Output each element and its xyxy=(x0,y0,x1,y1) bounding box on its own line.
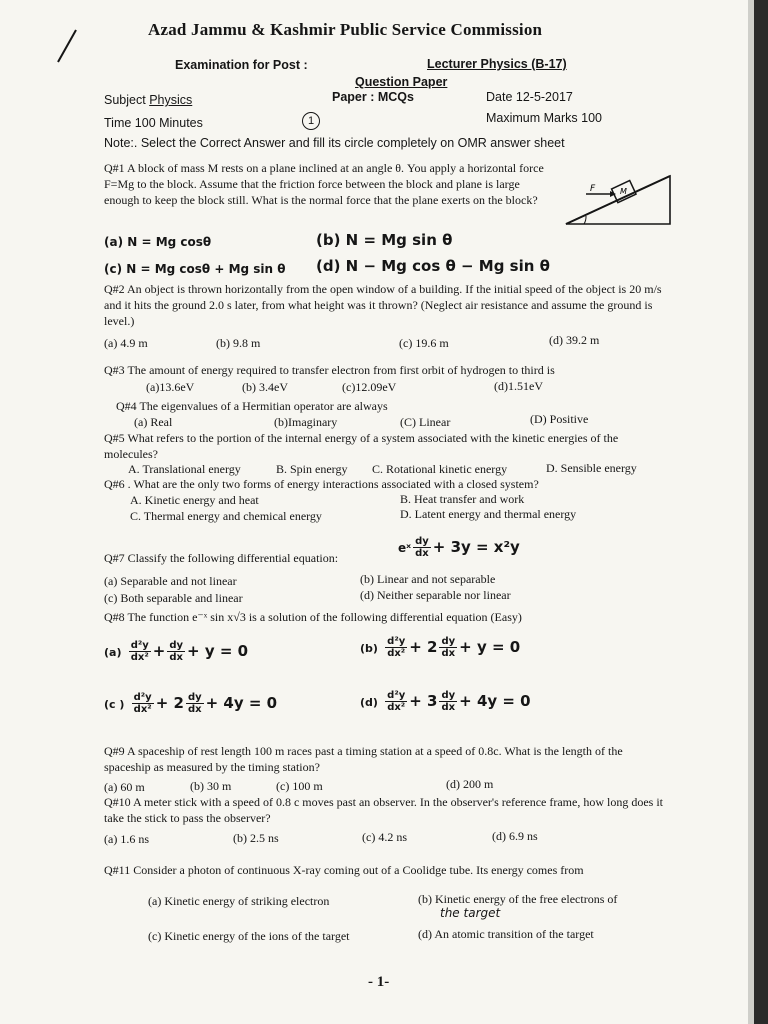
mass-label: M xyxy=(620,187,627,196)
q7-option-a: (a) Separable and not linear xyxy=(104,574,237,588)
q11-handwritten-note: the target xyxy=(440,906,501,920)
q8-b-num1: d²y xyxy=(387,636,406,647)
q5-option-c: C. Rotational kinetic energy xyxy=(372,462,508,476)
subject-label: Subject xyxy=(104,93,146,107)
q8-d-end: + 4y = 0 xyxy=(459,692,531,710)
force-label: F xyxy=(590,184,596,194)
q7-eq-frac xyxy=(413,536,431,559)
q4-option-b: (b)Imaginary xyxy=(274,415,338,429)
q8-a-den1: dx² xyxy=(130,652,149,663)
q11-option-d: (d) An atomic transition of the target xyxy=(418,927,594,941)
q8-d-frac1 xyxy=(385,690,407,713)
subject-line xyxy=(104,93,192,107)
q8-a-num1: d²y xyxy=(130,640,149,651)
q1-option-d: (d) N − Mg cos θ − Mg sin θ xyxy=(316,257,550,275)
q4-option-c: (C) Linear xyxy=(400,415,451,429)
q1-text: Q#1 A block of mass M rests on a plane inclined at an angle θ. You apply a horizontal force F=Mg to the block. Assume that the friction force between the block and plane is large enough to keep the block still. What is the normal force that the plane exerts on the block? xyxy=(104,161,544,207)
q8-c-frac2 xyxy=(186,692,204,715)
q8-b-label: (b) xyxy=(360,642,378,655)
q6-option-b: B. Heat transfer and work xyxy=(400,492,525,506)
q8-b-den1: dx² xyxy=(387,648,406,659)
q8-b-den2: dx xyxy=(441,648,456,659)
q3-option-c: (c)12.09eV xyxy=(342,380,397,394)
q8-a-label: (a) xyxy=(104,646,122,659)
q8-a-num2: dy xyxy=(169,640,184,651)
q6-option-a: A. Kinetic energy and heat xyxy=(130,493,259,507)
q8-d-frac2 xyxy=(439,690,457,713)
q2-option-a: (a) 4.9 m xyxy=(104,336,148,350)
q3-option-b: (b) 3.4eV xyxy=(242,380,288,394)
q2-option-c: (c) 19.6 m xyxy=(399,336,449,350)
q3-text: Q#3 The amount of energy required to transfer electron from first orbit of hydrogen to third is xyxy=(104,363,555,377)
q8-a-mid: + xyxy=(152,642,166,660)
q7-equation xyxy=(398,536,520,559)
q11-text: Q#11 Consider a photon of continuous X-ray coming out of a Coolidge tube. Its energy comes from xyxy=(104,863,584,877)
q8-option-b xyxy=(360,636,520,659)
paper-type: Paper : MCQs xyxy=(332,90,414,104)
q7-option-b: (b) Linear and not separable xyxy=(360,572,496,586)
q5-text: Q#5 What refers to the portion of the internal energy of a system associated with the kinetic energies of the molecules? xyxy=(104,431,619,461)
q8-c-frac1 xyxy=(132,692,154,715)
q11-option-c: (c) Kinetic energy of the ions of the target xyxy=(148,929,350,943)
q8-option-c xyxy=(104,692,277,715)
q7-eq-pre: eˣ xyxy=(398,541,412,555)
time-allowed: Time 100 Minutes xyxy=(104,116,203,130)
paper-number-circle: 1 xyxy=(302,112,320,130)
q8-c-num2: dy xyxy=(187,692,202,703)
exam-label: Examination for Post : xyxy=(175,58,308,72)
q8-b-end: + y = 0 xyxy=(459,638,521,656)
q8-c-den1: dx² xyxy=(133,704,152,715)
q1-option-c: (c) N = Mg cosθ + Mg sin θ xyxy=(104,262,286,276)
q8-option-d xyxy=(360,690,531,713)
q8-text: Q#8 The function e⁻ˣ sin x√3 is a solution of the following differential equation (Easy) xyxy=(104,610,522,624)
q9-option-c: (c) 100 m xyxy=(276,779,323,793)
q5-option-d: D. Sensible energy xyxy=(546,461,637,475)
q3-option-a: (a)13.6eV xyxy=(146,380,195,394)
post-name: Lecturer Physics (B-17) xyxy=(427,57,567,71)
max-marks: Maximum Marks 100 xyxy=(486,111,602,125)
inclined-plane-figure xyxy=(560,170,676,230)
q9-text: Q#9 A spaceship of rest length 100 m races past a timing station at a speed of 0.8c. What is the length of the spaceship as measured by the timing station? xyxy=(104,744,623,774)
q7-eq-num: dy xyxy=(415,536,429,547)
q8-d-den1: dx² xyxy=(387,702,406,713)
q8-d-label: (d) xyxy=(360,696,378,709)
q11-option-a: (a) Kinetic energy of striking electron xyxy=(148,894,330,908)
q10-option-b: (b) 2.5 ns xyxy=(233,831,279,845)
q8-c-num1: d²y xyxy=(133,692,152,703)
q8-d-mid: + 3 xyxy=(409,692,438,710)
q9-option-d: (d) 200 m xyxy=(446,777,494,791)
q5-option-a: A. Translational energy xyxy=(128,462,241,476)
q2-text: Q#2 An object is thrown horizontally from the open window of a building. If the initial speed of the object is 20 m/s and it hits the ground 2.0 s later, from what height was it thrown? (Neglect air resistance and assume the ground is level.) xyxy=(104,282,662,328)
q8-d-num2: dy xyxy=(441,690,456,701)
q8-b-frac2 xyxy=(439,636,457,659)
q8-option-a xyxy=(104,640,248,663)
q7-option-c: (c) Both separable and linear xyxy=(104,591,243,605)
q8-b-num2: dy xyxy=(441,636,456,647)
org-title: Azad Jammu & Kashmir Public Service Commission xyxy=(148,20,543,39)
q5-option-b: B. Spin energy xyxy=(276,462,348,476)
q7-eq-post: + 3y = x²y xyxy=(432,538,520,556)
q7-option-d: (d) Neither separable nor linear xyxy=(360,588,511,602)
q10-option-d: (d) 6.9 ns xyxy=(492,829,538,843)
q8-b-mid: + 2 xyxy=(409,638,438,656)
question-paper-label: Question Paper xyxy=(355,75,448,89)
q8-c-mid: + 2 xyxy=(155,694,184,712)
q8-c-end: + 4y = 0 xyxy=(205,694,278,712)
q8-a-frac1 xyxy=(129,640,151,663)
q8-b-frac1 xyxy=(385,636,407,659)
q8-d-num1: d²y xyxy=(387,690,406,701)
q1-option-b: (b) N = Mg sin θ xyxy=(316,231,453,249)
q9-option-a: (a) 60 m xyxy=(104,780,145,794)
q4-text: Q#4 The eigenvalues of a Hermitian operator are always xyxy=(116,399,388,413)
q2-option-d: (d) 39.2 m xyxy=(549,333,600,347)
q10-text: Q#10 A meter stick with a speed of 0.8 c moves past an observer. In the observer's reference frame, how long does it take the stick to pass the observer? xyxy=(104,795,663,825)
q4-option-d: (D) Positive xyxy=(530,412,589,426)
q3-option-d: (d)1.51eV xyxy=(494,379,543,393)
q8-c-den2: dx xyxy=(187,704,202,715)
q4-option-a: (a) Real xyxy=(134,415,173,429)
q8-d-den2: dx xyxy=(441,702,456,713)
q1-option-a: (a) N = Mg cosθ xyxy=(104,235,212,249)
scan-edge xyxy=(754,0,768,1024)
q6-option-d: D. Latent energy and thermal energy xyxy=(400,507,577,521)
page-number: - 1- xyxy=(368,974,390,990)
q8-a-frac2 xyxy=(167,640,185,663)
q7-eq-den: dx xyxy=(415,548,429,559)
pen-mark-icon xyxy=(52,26,82,66)
subject-value: Physics xyxy=(149,93,193,107)
q9-option-b: (b) 30 m xyxy=(190,779,232,793)
q8-c-label: (c ) xyxy=(104,698,125,711)
q6-option-c: C. Thermal energy and chemical energy xyxy=(130,509,322,523)
q7-text: Q#7 Classify the following differential equation: xyxy=(104,551,339,565)
q6-text: Q#6 . What are the only two forms of energy interactions associated with a closed system? xyxy=(104,477,539,491)
q11-option-b: (b) Kinetic energy of the free electrons of xyxy=(418,892,618,906)
q2-option-b: (b) 9.8 m xyxy=(216,336,261,350)
q8-a-den2: dx xyxy=(169,652,183,663)
q10-option-a: (a) 1.6 ns xyxy=(104,832,149,846)
exam-date: Date 12-5-2017 xyxy=(486,90,573,104)
q10-option-c: (c) 4.2 ns xyxy=(362,830,407,844)
q8-a-end: + y = 0 xyxy=(187,642,249,660)
instruction-note: Note:. Select the Correct Answer and fill its circle completely on OMR answer sheet xyxy=(104,136,565,150)
